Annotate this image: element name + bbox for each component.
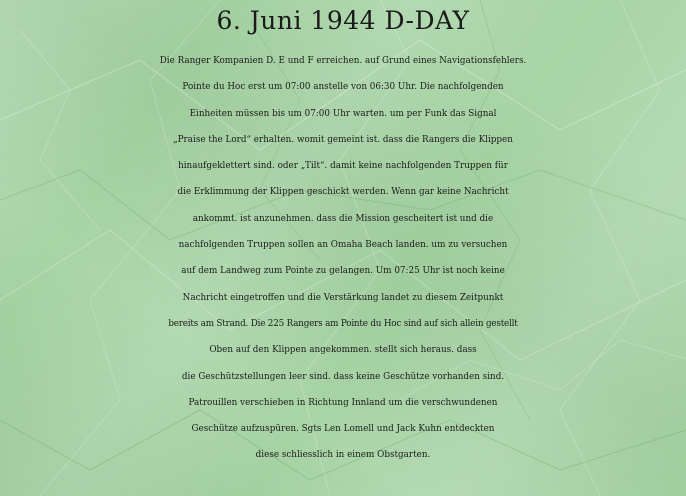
- text-line: Einheiten müssen bis um 07:00 Uhr warten. um per Funk das Signal: [189, 108, 497, 119]
- text-line: die Erklimmung der Klippen geschickt werden. Wenn gar keine Nachricht: [177, 187, 509, 198]
- text-line: auf dem Landweg zum Pointe zu gelangen. Um 07:25 Uhr ist noch keine: [181, 266, 505, 277]
- text-line: ankommt. ist anzunehmen. dass die Mission gescheitert ist und die: [192, 213, 494, 224]
- page-title: 6. Juni 1944 D-DAY: [216, 6, 470, 35]
- text-line: Nachricht eingetroffen und die Verstärkung landet zu diesem Zeitpunkt: [182, 292, 504, 303]
- text-line: Oben auf den Klippen angekommen. stellt sich heraus. dass: [209, 345, 477, 356]
- text-line: die Geschützstellungen leer sind. dass keine Geschütze vorhanden sind.: [181, 371, 505, 382]
- text-line: Patrouillen verschieben in Richtung Innland um die verschwundenen: [188, 397, 498, 408]
- text-line: Geschütze aufzuspüren. Sgts Len Lomell und Jack Kuhn entdeckten: [191, 424, 495, 435]
- text-line: Pointe du Hoc erst um 07:00 anstelle von 06:30 Uhr. Die nachfolgenden: [182, 82, 504, 93]
- text-line: bereits am Strand. Die 225 Rangers am Pointe du Hoc sind auf sich allein gestellt: [168, 318, 518, 329]
- text-line: Die Ranger Kompanien D. E und F erreichen. auf Grund eines Navigationsfehlers.: [159, 56, 527, 66]
- text-line: nachfolgenden Truppen sollen an Omaha Beach landen. um zu versuchen: [178, 240, 508, 251]
- text-line: diese schliesslich in einem Obstgarten.: [255, 450, 431, 461]
- text-line: hinaufgeklettert sind. oder „Tilt“. damit keine nachfolgenden Truppen für: [178, 161, 508, 172]
- body-text: [0, 48, 686, 469]
- text-line: „Praise the Lord“ erhalten. womit gemeint ist. dass die Rangers die Klippen: [173, 134, 513, 145]
